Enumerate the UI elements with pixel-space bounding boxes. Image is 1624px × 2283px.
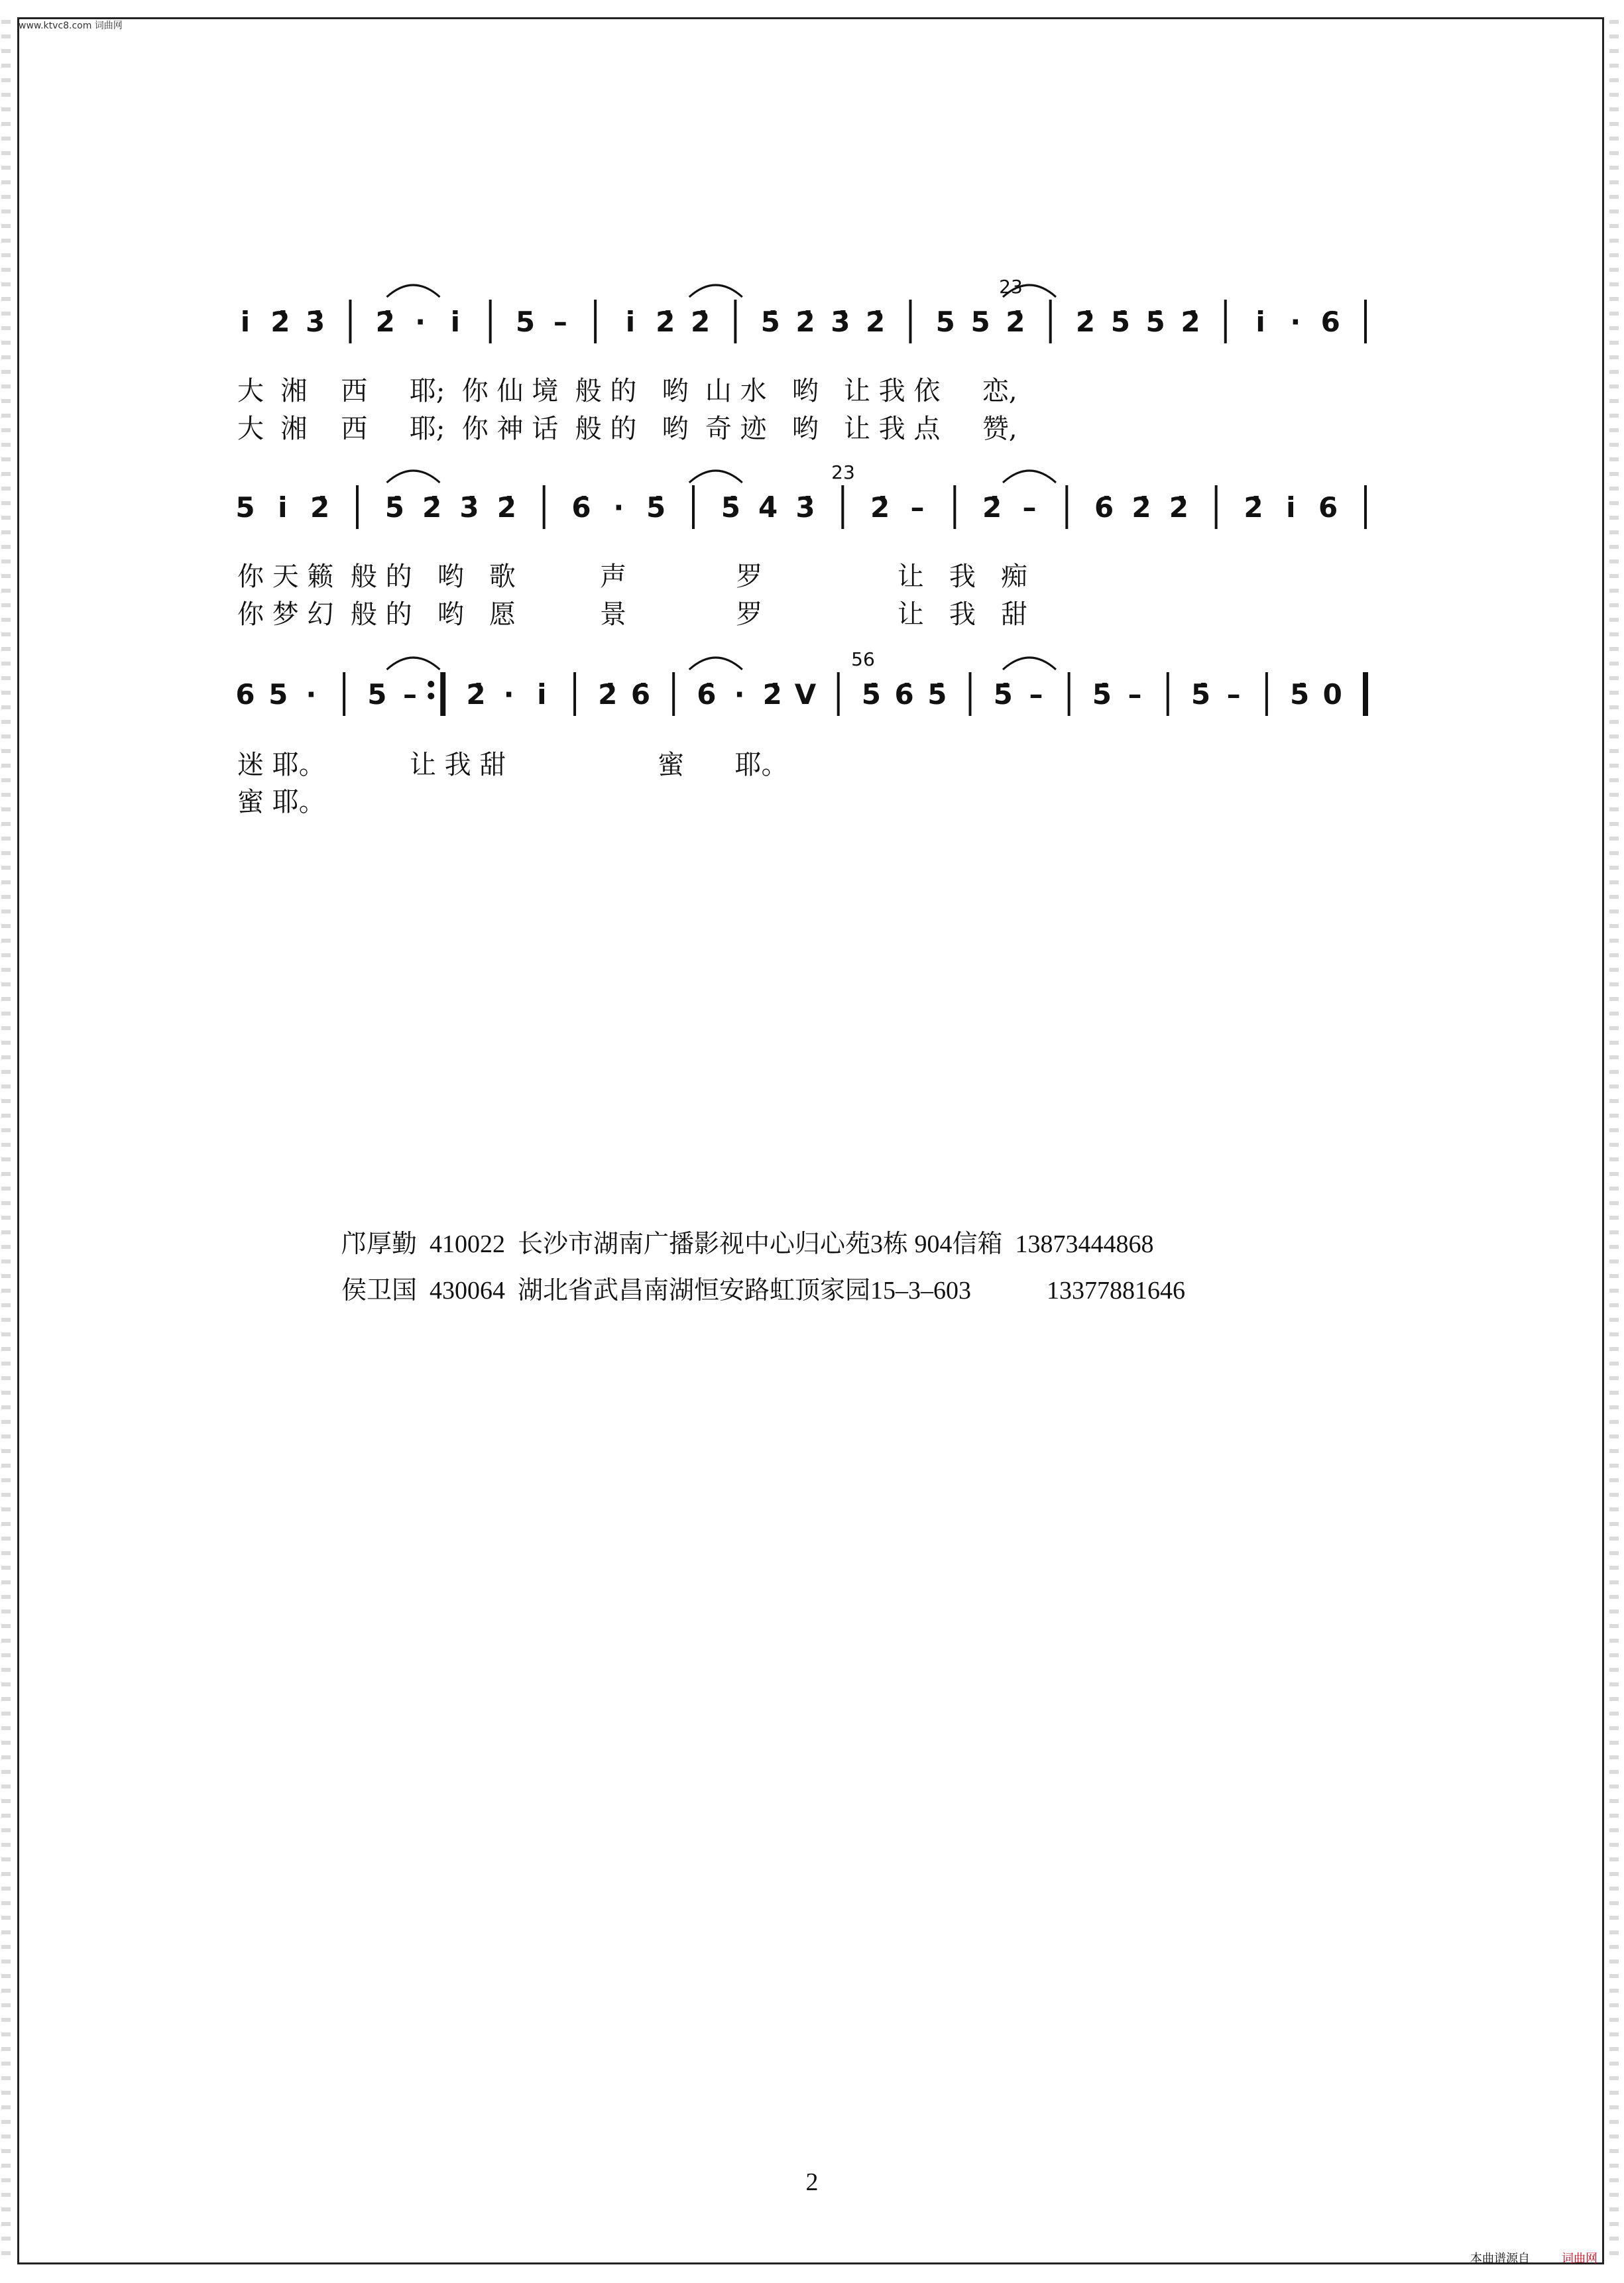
note: 2̇: [656, 306, 675, 338]
note: V: [794, 678, 817, 711]
note: 2̇: [310, 491, 330, 524]
note: 3̇: [306, 306, 325, 338]
note: 5̇: [993, 678, 1013, 711]
note: i̇: [240, 306, 251, 338]
note: i̇: [1286, 491, 1296, 524]
slur: [689, 658, 742, 670]
note: 6: [1320, 306, 1340, 338]
slur: [387, 658, 440, 670]
grace-note: 56: [851, 648, 875, 670]
note: 2̇: [1181, 306, 1200, 338]
note: 2̇: [466, 678, 486, 711]
note: 5̇: [1289, 678, 1310, 711]
note: 2̇: [762, 678, 782, 711]
note: ·: [613, 491, 624, 524]
note: –: [1226, 678, 1241, 711]
note: 6̇: [697, 678, 717, 711]
note: 3̇: [795, 491, 815, 524]
note: i̇: [625, 306, 636, 338]
slur: [1003, 471, 1056, 483]
note: 3̇: [459, 491, 479, 524]
note: 2̇: [422, 491, 442, 524]
note: 0: [1322, 678, 1342, 711]
note: 2̇: [866, 306, 886, 338]
note: 2̇: [870, 491, 890, 524]
slur: [689, 471, 742, 483]
note: 2̇: [496, 491, 516, 524]
note: 5̇: [1110, 306, 1130, 338]
note: 5̇: [861, 678, 882, 711]
note: –: [1022, 491, 1037, 524]
page-number: 2: [805, 2168, 819, 2196]
note: 5: [970, 306, 990, 338]
lyric-line2-verse1: 你 天 籁 般 的 哟 歌 声 罗 让 我 痴: [237, 561, 1028, 592]
repeat-dot: [428, 693, 434, 699]
note: i̇: [537, 678, 547, 711]
note: –: [1029, 678, 1043, 711]
note: 5: [515, 306, 536, 338]
slur: [1003, 658, 1056, 670]
note: i̇: [278, 491, 288, 524]
note: 5: [935, 306, 955, 338]
lyric-line1-verse1: 大 湘 西 耶; 你 仙 境 般 的 哟 山 水 哟 让 我 依 恋,: [237, 376, 1017, 406]
slur: [387, 285, 440, 297]
note: 6̇: [1094, 491, 1114, 524]
footer-site-name: 词曲网: [1562, 2252, 1597, 2266]
note: 6̇: [894, 678, 914, 711]
lyric-line3-verse1: 迷 耶。 让 我 甜 蜜 耶。: [237, 750, 788, 780]
note: 5: [367, 678, 387, 711]
lyric-line2-verse2: 你 梦 幻 般 的 哟 愿 景 罗 让 我 甜: [237, 599, 1028, 630]
note: –: [403, 678, 418, 711]
note: 5̇: [721, 491, 740, 524]
note: 5̇: [927, 678, 947, 711]
note: ·: [1290, 306, 1301, 338]
grace-note: 23: [999, 276, 1023, 298]
note: –: [910, 491, 925, 524]
note: 3̇: [831, 306, 850, 338]
lyric-line1-verse2: 大 湘 西 耶; 你 神 话 般 的 哟 奇 迹 哟 让 我 点 赞,: [237, 414, 1017, 444]
grace-note: 23: [831, 461, 855, 483]
repeat-dot: [428, 681, 434, 687]
note: 2̇: [690, 306, 711, 338]
note: 2̇: [1244, 491, 1263, 524]
note: ·: [503, 678, 514, 711]
note: 5̇: [1190, 678, 1211, 711]
note: 2̇: [982, 491, 1002, 524]
note: 5: [268, 678, 288, 711]
contact-line-1: 邝厚勤 410022 长沙市湖南广播影视中心归心苑3栋 904信箱 13873444868: [341, 1230, 1154, 1258]
note: 2̇: [795, 306, 815, 338]
note: 2̇: [375, 306, 395, 338]
note: 5̇: [1145, 306, 1165, 338]
note: 6̇: [630, 678, 651, 711]
note: ·: [415, 306, 426, 338]
note: 6̇: [571, 491, 591, 524]
lyric-line3-verse2: 蜜 耶。: [237, 787, 325, 817]
note: ·: [306, 678, 317, 711]
note: 2̇: [1131, 491, 1151, 524]
slur: [689, 285, 742, 297]
note: 2̇: [270, 306, 290, 338]
note: 2̇: [1006, 306, 1025, 338]
site-label: www.ktvc8.com 词曲网: [19, 21, 123, 31]
note: 6: [235, 678, 255, 711]
footer-source-label: 本曲谱源自: [1470, 2252, 1530, 2266]
note: 2̇: [598, 678, 618, 711]
note: 2̇: [1075, 306, 1096, 338]
note: 6: [1318, 491, 1338, 524]
note: 4̇: [758, 491, 778, 524]
note: ·: [734, 678, 745, 711]
note: i̇: [450, 306, 461, 338]
note: –: [1128, 678, 1142, 711]
note: 2̇: [1169, 491, 1189, 524]
note: 5̇: [1092, 678, 1112, 711]
note: 5: [235, 491, 255, 524]
note: 5̇: [646, 491, 666, 524]
note: i̇: [1255, 306, 1265, 338]
contact-line-2: 侯卫国 430064 湖北省武昌南湖恒安路虹顶家园15–3–603 13377881646: [341, 1277, 1186, 1305]
note: 5̇: [384, 491, 404, 524]
note: –: [553, 306, 567, 338]
slur: [387, 471, 440, 483]
note: 5̇: [760, 306, 780, 338]
